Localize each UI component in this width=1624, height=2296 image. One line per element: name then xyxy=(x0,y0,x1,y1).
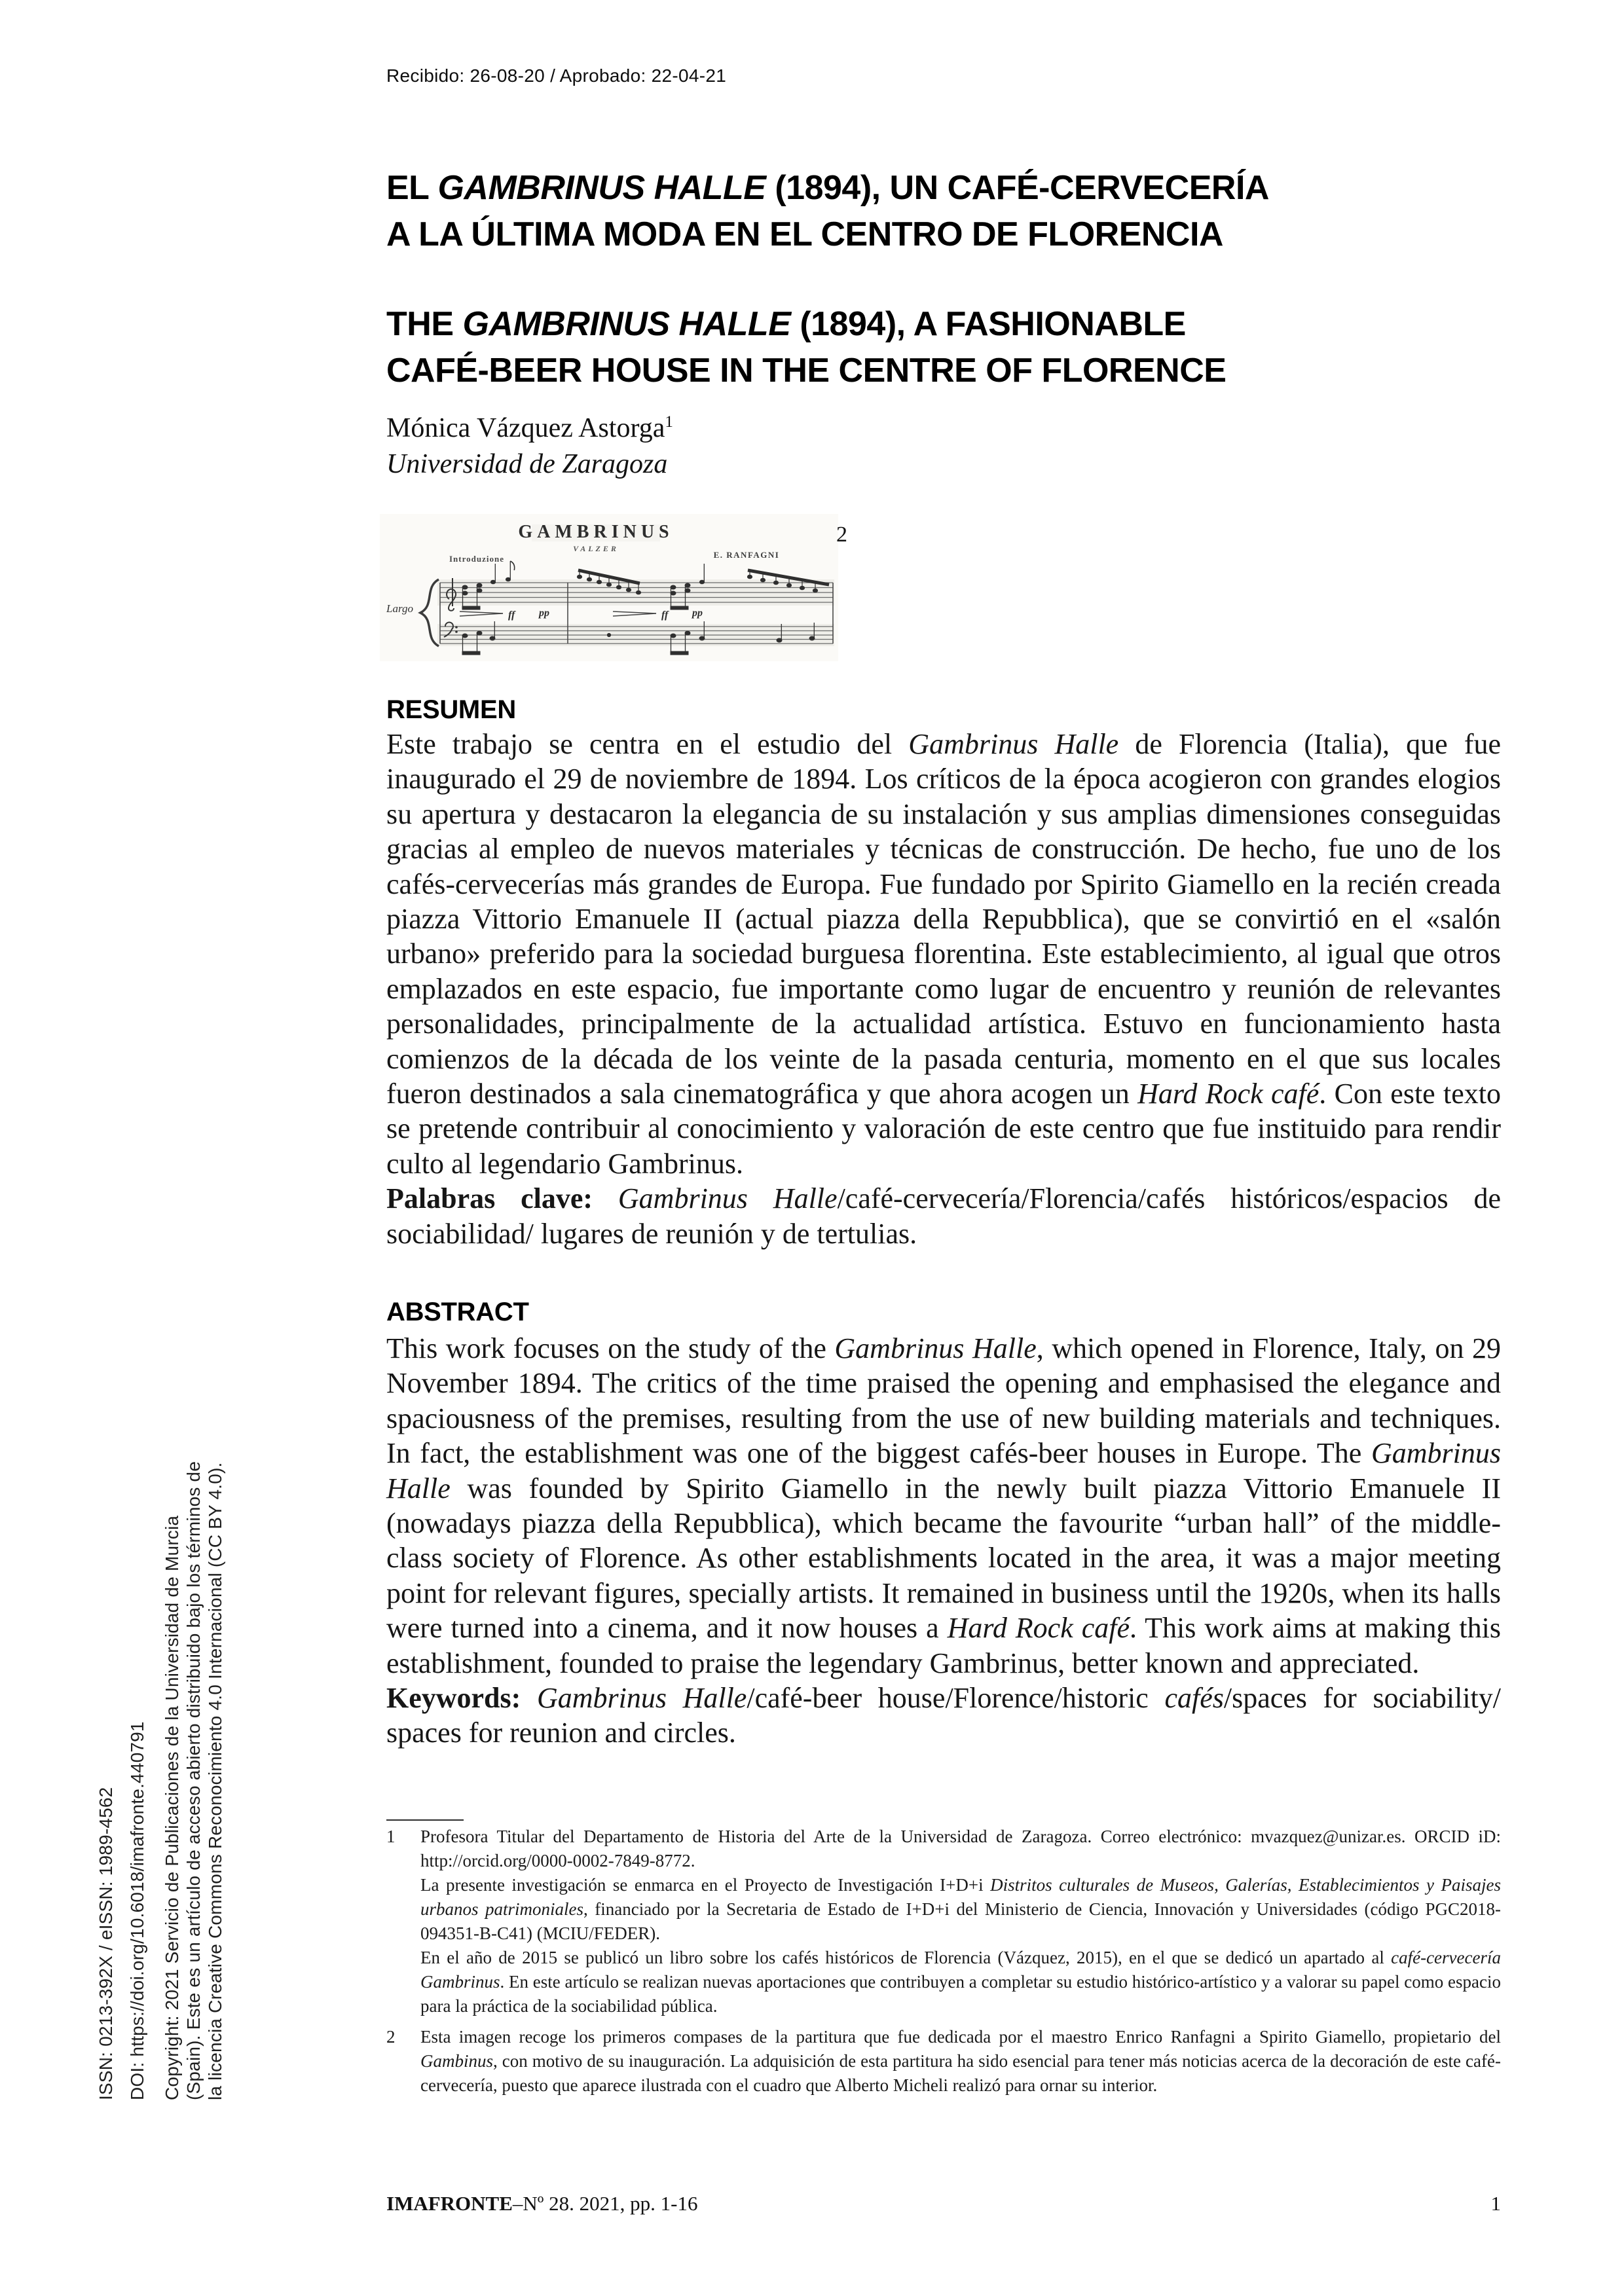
resumen-block xyxy=(386,727,1501,1251)
footnote-number: 2 xyxy=(386,2027,396,2047)
resumen-keywords: Palabras clave: Gambrinus Halle/café-cervecería/Florencia/cafés históricos/espacios de sociabilidad/ lugares de reunión y de tertulias. xyxy=(386,1182,1502,1250)
resumen-paragraph: Este trabajo se centra en el estudio del Gambrinus Halle de Florencia (Italia), que fue inaugurado el 29 de noviembre de 1894. Los críticos de la época acogieron con grandes elogios su apertura y destacaron la elegancia de su instalación y sus amplias dimensiones conseguidas gracias al empleo de nuevos materiales y técnicas de construcción. De hecho, fue uno de los cafés-cervecerías más grandes de Europa. Fue fundado por Spirito Giamello en la recién creada piazza Vittorio Emanuele II (actual piazza della Repubblica), que se convirtió en el «salón urbano» preferido para la sociedad burguesa florentina. Este establecimiento, al igual que otros emplazados en este espacio, fue importante como lugar de encuentro y reunión de relevantes personalidades, principalmente de la actualidad artística. Estuvo en funcionamiento hasta comienzos de la década de los veinte de la pasada centuria, momento en el que sus locales fueron destinados a sala cinematográfica y que ahora acogen un Hard Rock café. Con este texto se pretende contribuir al conocimiento y valoración de este centro que fue instituido para rendir culto al legendario Gambrinus. xyxy=(386,728,1502,1180)
journal-footer: IMAFRONTE–Nº 28. 2021, pp. 1-16 xyxy=(386,2192,698,2215)
resumen-heading: RESUMEN xyxy=(386,695,516,724)
score-intro-marking: Introduzione xyxy=(449,554,504,564)
sidebar-copyright-line1: Copyright: 2021 Servicio de Publicaciones de la Universidad de Murcia xyxy=(162,1515,182,2100)
abstract-block xyxy=(386,1331,1501,1751)
title-es-line1: EL GAMBRINUS HALLE (1894), UN CAFÉ-CERVECERÍA xyxy=(386,169,1269,207)
sheet-music-figure xyxy=(380,514,838,661)
score-title: GAMBRINUS xyxy=(518,522,674,542)
title-en-line2: CAFÉ-BEER HOUSE IN THE CENTRE OF FLORENCE xyxy=(386,352,1227,390)
author-affiliation: Universidad de Zaragoza xyxy=(386,449,668,479)
dynamic-pp: pp xyxy=(539,608,549,619)
footnote-1-para-2: La presente investigación se enmarca en el Proyecto de Investigación I+D+i Distritos culturales de Museos, Galerías, Establecimientos y Paisajes urbanos patrimoniales, financiado por la Secretaria de Estado de I+D+i del Ministerio de Ciencia, Innovación y Universidades (código PGC2018-094351-B-C41) (MCIU/FEDER). xyxy=(420,1875,1501,1943)
score-composer: E. RANFAGNI xyxy=(713,550,780,560)
score-tempo-marking: Largo xyxy=(386,602,413,615)
footnote-1-para-1: Profesora Titular del Departamento de Historia del Arte de la Universidad de Zaragoza. Correo electrónico: mvazquez@unizar.es. ORCID iD: http://orcid.org/0000-0002-7849-8772. xyxy=(420,1827,1501,1870)
page-number: 1 xyxy=(1490,2192,1501,2215)
footnote-text xyxy=(420,2025,1501,2098)
sidebar-copyright xyxy=(161,1461,226,2100)
score-subtitle: VALZER xyxy=(573,544,619,553)
sidebar-copyright-line2: (Spain). Este es un artículo de acceso abierto distribuido bajo los términos de xyxy=(183,1461,204,2100)
abstract-heading: ABSTRACT xyxy=(386,1298,529,1326)
sidebar-doi: DOI: https://doi.org/10.6018/imafronte.440791 xyxy=(127,1721,147,2100)
dynamic-ff: ff xyxy=(508,610,515,621)
title-es-line2: A LA ÚLTIMA MODA EN EL CENTRO DE FLORENCIA xyxy=(386,215,1223,253)
title-en-line1: THE GAMBRINUS HALLE (1894), A FASHIONABLE xyxy=(386,305,1186,343)
footnote-separator xyxy=(386,1819,464,1821)
abstract-keywords: Keywords: Gambrinus Halle/café-beer house/Florence/historic cafés/spaces for sociability/ spaces for reunion and circles. xyxy=(386,1682,1501,1749)
footnote-2-para-1: Esta imagen recoge los primeros compases de la partitura que fue dedicada por el maestro Enrico Ranfagni a Spirito Giamello, propietario del Gambinus, con motivo de su inauguración. La adquisición de esta partitura ha sido esencial para tener más noticias acerca de la decoración de este café-cervecería, puesto que aparece ilustrada con el cuadro que Alberto Micheli realizó para ornar su interior. xyxy=(420,2027,1501,2095)
footnote-number: 1 xyxy=(386,1827,396,1846)
figure-footnote-ref: 2 xyxy=(836,522,847,547)
footnotes xyxy=(386,1825,1501,2104)
sidebar-issn: ISSN: 0213-392X / eISSN: 1989-4562 xyxy=(96,1787,116,2100)
footnote-text xyxy=(420,1825,1501,2018)
footnote-1 xyxy=(386,1825,1501,2018)
dynamic-pp-2: pp xyxy=(692,608,703,619)
sidebar-copyright-line3: la licencia Creative Commons Reconocimiento 4.0 Internacional (CC BY 4.0). xyxy=(205,1462,225,2100)
author-name: Mónica Vázquez Astorga$^1$ xyxy=(386,413,673,443)
received-approved-dates: Recibido: 26-08-20 / Aprobado: 22-04-21 xyxy=(386,65,727,86)
footnote-2 xyxy=(386,2025,1501,2098)
dynamic-ff-2: ff xyxy=(661,610,669,621)
abstract-paragraph: This work focuses on the study of the Gambrinus Halle, which opened in Florence, Italy, on 29 November 1894. The critics of the time praised the opening and emphasised the elegance and spaciousness of the premises, resulting from the use of new building materials and techniques. In fact, the establishment was one of the biggest cafés-beer houses in Europe. The Gambrinus Halle was founded by Spirito Giamello in the newly built piazza Vittorio Emanuele II (nowadays piazza della Repubblica), which became the favourite “urban hall” of the middle-class society of Florence. As other establishments located in the area, it was a major meeting point for relevant figures, specially artists. It remained in business until the 1920s, when its halls were turned into a cinema, and it now houses a Hard Rock café. This work aims at making this establishment, founded to praise the legendary Gambrinus, better known and appreciated. xyxy=(386,1332,1502,1679)
footnote-1-para-3: En el año de 2015 se publicó un libro sobre los cafés históricos de Florencia (Vázquez, 2015), en el que se dedicó un apartado al café-cervecería Gambrinus. En este artículo se realizan nuevas aportaciones que contribuyen a completar su estudio histórico-artístico y a valorar su papel como espacio para la práctica de la sociabilidad pública. xyxy=(420,1948,1501,2016)
